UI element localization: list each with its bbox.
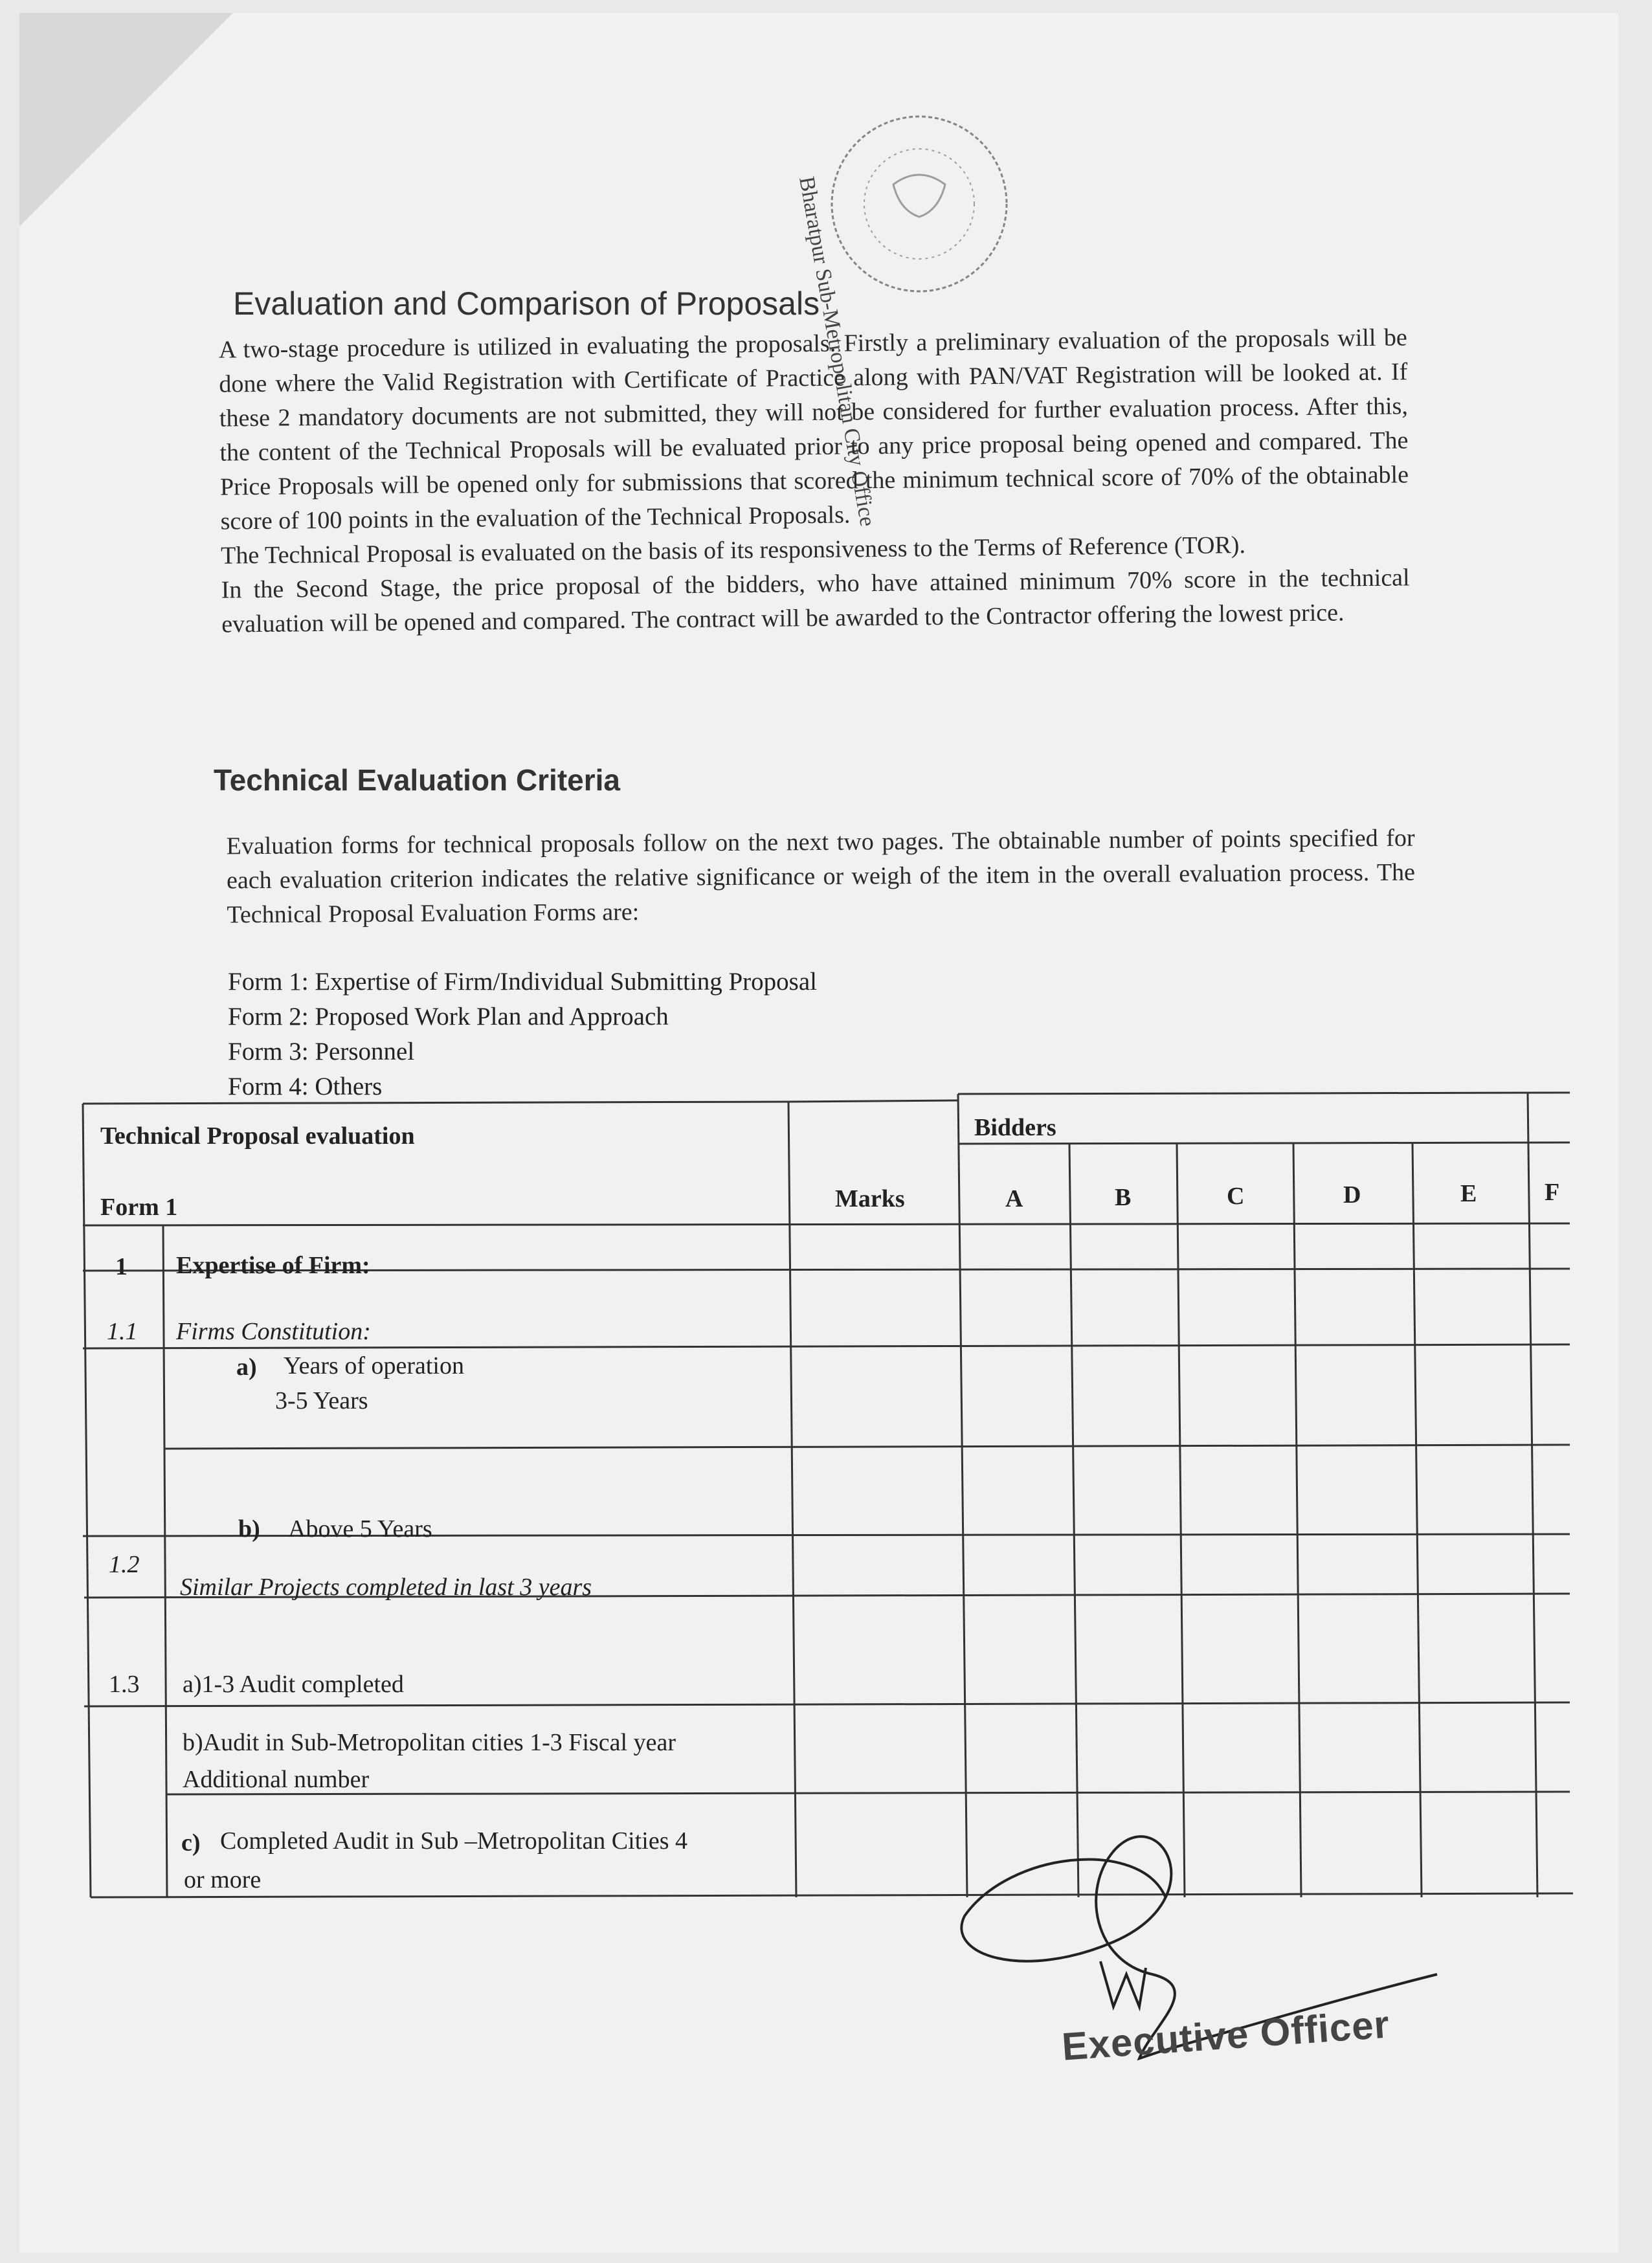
form-item: Form 3: Personnel xyxy=(228,1038,415,1065)
bidder-label: F xyxy=(1545,1179,1560,1206)
form-item: Form 2: Proposed Work Plan and Approach xyxy=(228,1003,669,1031)
stamp-text: Bharatpur Sub-Metropolitan City Office xyxy=(794,174,880,529)
folded-corner xyxy=(19,13,233,227)
section-title: Technical Evaluation Criteria xyxy=(214,763,621,797)
row-text: Additional number xyxy=(183,1766,370,1793)
row-text: or more xyxy=(184,1866,262,1893)
row-text: b) xyxy=(238,1515,260,1543)
row-number: 1.1 xyxy=(107,1318,138,1345)
intro-paragraph-2: The Technical Proposal is evaluated on the basis of its responsiveness to the Terms of Reference (TOR). xyxy=(220,531,1246,570)
intro-paragraph-3: In the Second Stage, the price proposal of the bidders, who have attained minimum 70% score in the technical evaluation will be opened and compared. The contract will be awarded to the Contractor offering the lowest price. xyxy=(221,564,1410,638)
section-paragraph: Evaluation forms for technical proposals follow on the next two pages. The obtainable number of points specified for each evaluation criterion indicates the relative significance or weigh of the item in the overall evaluation process. The Technical Proposal Evaluation Forms are: xyxy=(226,824,1416,929)
page-title: Evaluation and Comparison of Proposals xyxy=(233,285,820,322)
row-text: 3-5 Years xyxy=(275,1387,368,1414)
row-number: 1.2 xyxy=(109,1551,140,1578)
row-text: a)1-3 Audit completed xyxy=(183,1671,404,1698)
table-header-form: Form 1 xyxy=(100,1194,178,1221)
row-number: 1.3 xyxy=(109,1671,140,1698)
form-item: Form 4: Others xyxy=(228,1073,383,1100)
bidders-header: Bidders xyxy=(974,1114,1056,1141)
row-text: Years of operation xyxy=(284,1352,464,1379)
bidder-label: A xyxy=(1005,1185,1023,1212)
row-text: b)Audit in Sub-Metropolitan cities 1-3 Fiscal year xyxy=(183,1729,676,1756)
intro-text xyxy=(219,320,1411,641)
row-text: Above 5 Years xyxy=(288,1515,432,1543)
forms-list xyxy=(228,964,817,1104)
bidder-label: C xyxy=(1227,1183,1245,1210)
row-text: Similar Projects completed in last 3 years xyxy=(180,1574,592,1601)
row-text: c) xyxy=(181,1829,201,1856)
form-item: Form 1: Expertise of Firm/Individual Submitting Proposal xyxy=(228,968,817,996)
row-text: Firms Constitution: xyxy=(176,1318,371,1345)
row-text: Completed Audit in Sub –Metropolitan Cities 4 xyxy=(220,1827,687,1855)
bidder-label: E xyxy=(1460,1180,1477,1207)
marks-header: Marks xyxy=(835,1185,905,1212)
table-header-title: Technical Proposal evaluation xyxy=(100,1122,415,1150)
signature-label: Executive Officer xyxy=(1060,2002,1391,2069)
row-text: Expertise of Firm: xyxy=(176,1252,370,1279)
bidder-label: D xyxy=(1343,1181,1361,1209)
row-number: 1 xyxy=(115,1253,128,1280)
intro-paragraph-1: A two-stage procedure is utilized in evaluating the proposals. Firstly a preliminary evaluation of the proposals will be done where the Valid Registration with Certificate of Practice along with PAN/VAT Registration will be looked at. If these 2 mandatory documents are not submitted, they will not be considered for further evaluation process. After this, the content of the Technical Proposals will be evaluated prior to any price proposal being opened and compared. The Price Proposals will be opened only for submissions that scored the minimum technical score of 70% of the obtainable score of 100 points in the evaluation of the Technical Proposals. xyxy=(218,324,1409,535)
bidder-label: B xyxy=(1115,1184,1132,1211)
row-text: a) xyxy=(236,1354,257,1381)
